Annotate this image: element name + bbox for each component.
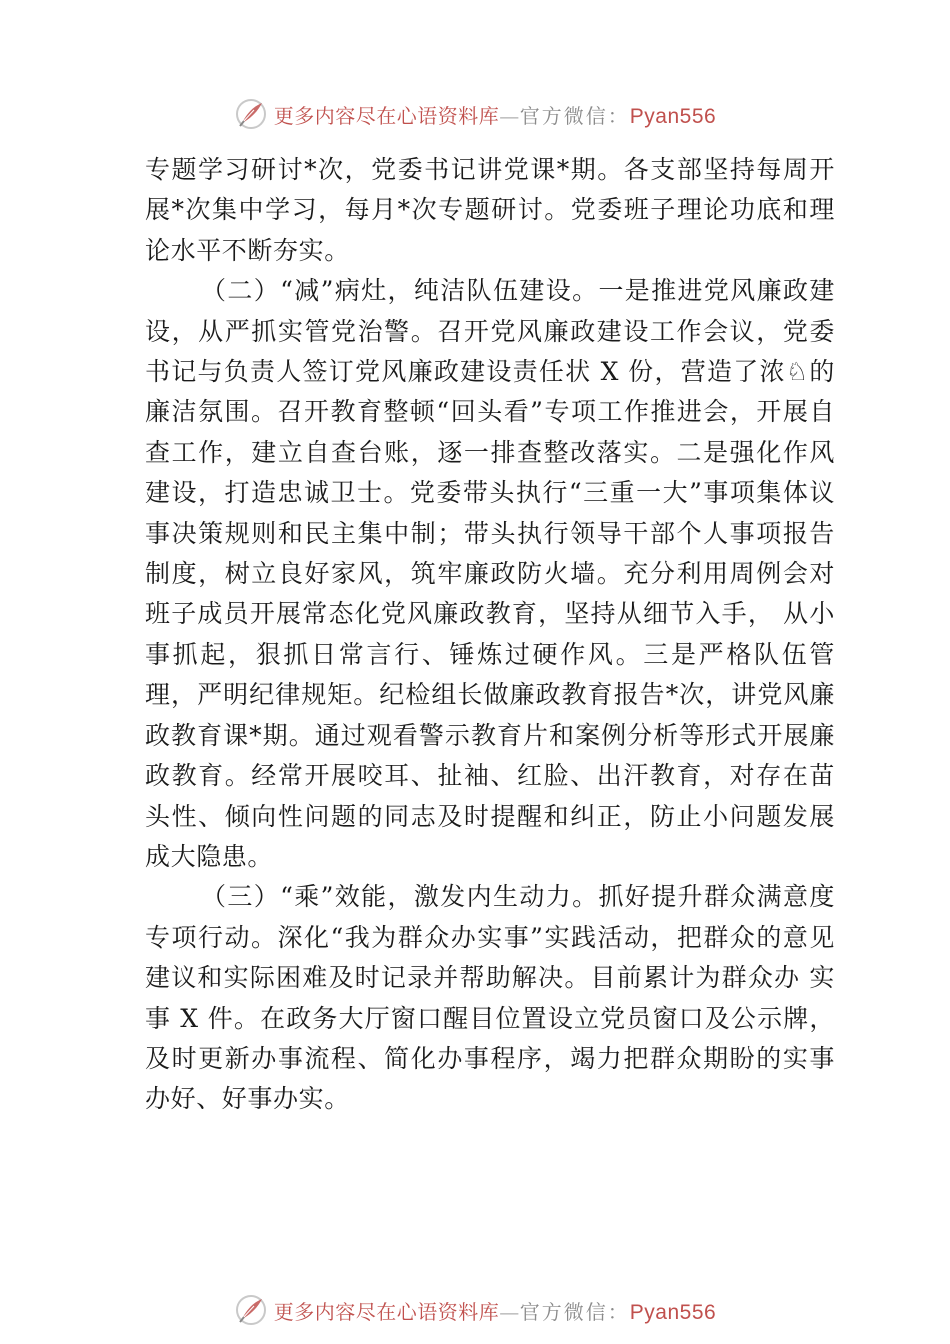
- watermark-official-label: 官方微信：: [519, 1299, 630, 1324]
- document-body: [145, 150, 835, 1120]
- watermark-separator: —: [499, 103, 520, 128]
- footer-watermark: [0, 1290, 950, 1330]
- watermark-separator: —: [499, 1299, 520, 1324]
- paragraph-section-two: （二）“减”病灶，纯洁队伍建设。一是推进党风廉政建设，从严抓实管党治警。召开党风廉政建设工作会议，党委书记与负责人签订党风廉政建设责任状 X 份，营造了浓♘的廉洁氛围。召开教育整顿“回头看”专项工作推进会，开展自查工作，建立自查台账，逐一排查整改落实。二是强化作风建设，打造忠诚卫士。党委带头执行“三重一大”事项集体议事决策规则和民主集中制；带头执行领导干部个人事项报告制度，树立良好家风，筑牢廉政防火墙。充分利用周例会对班子成员开展常态化党风廉政教育，坚持从细节入手， 从小事抓起，狠抓日常言行、锤炼过硬作风。三是严格队伍管理，严明纪律规矩。纪检组长做廉政教育报告*次，讲党风廉政教育课*期。通过观看警示教育片和案例分析等形式开展廉政教育。经常开展咬耳、扯袖、红脸、出汗教育，对存在苗头性、倾向性问题的同志及时提醒和纠正，防止小问题发展成大隐患。: [145, 276, 835, 871]
- paragraph-continuation: 专题学习研讨*次，党委书记讲党课*期。各支部坚持每周开展*次集中学习，每月*次专题研讨。党委班子理论功底和理论水平不断夯实。: [145, 155, 835, 265]
- watermark-text: [274, 100, 716, 129]
- watermark-text: [274, 1296, 716, 1325]
- watermark-wechat-id: Pyan556: [629, 104, 717, 128]
- feather-pen-logo-icon: [234, 97, 268, 131]
- watermark-main-text: 更多内容尽在心语资料库: [273, 103, 500, 128]
- watermark-wechat-id: Pyan556: [629, 1300, 717, 1324]
- feather-pen-logo-icon: [234, 1293, 268, 1327]
- watermark-official-label: 官方微信：: [519, 103, 630, 128]
- watermark-main-text: 更多内容尽在心语资料库: [273, 1299, 500, 1324]
- header-watermark: [0, 94, 950, 134]
- paragraph-section-three: （三）“乘”效能，激发内生动力。抓好提升群众满意度专项行动。深化“我为群众办实事”实践活动，把群众的意见建议和实际困难及时记录并帮助解决。目前累计为群众办 实事 X 件。在政务大厅窗口醒目位置设立党员窗口及公示牌，及时更新办事流程、简化办事程序，竭力把群众期盼的实事办好、好事办实。: [145, 882, 835, 1114]
